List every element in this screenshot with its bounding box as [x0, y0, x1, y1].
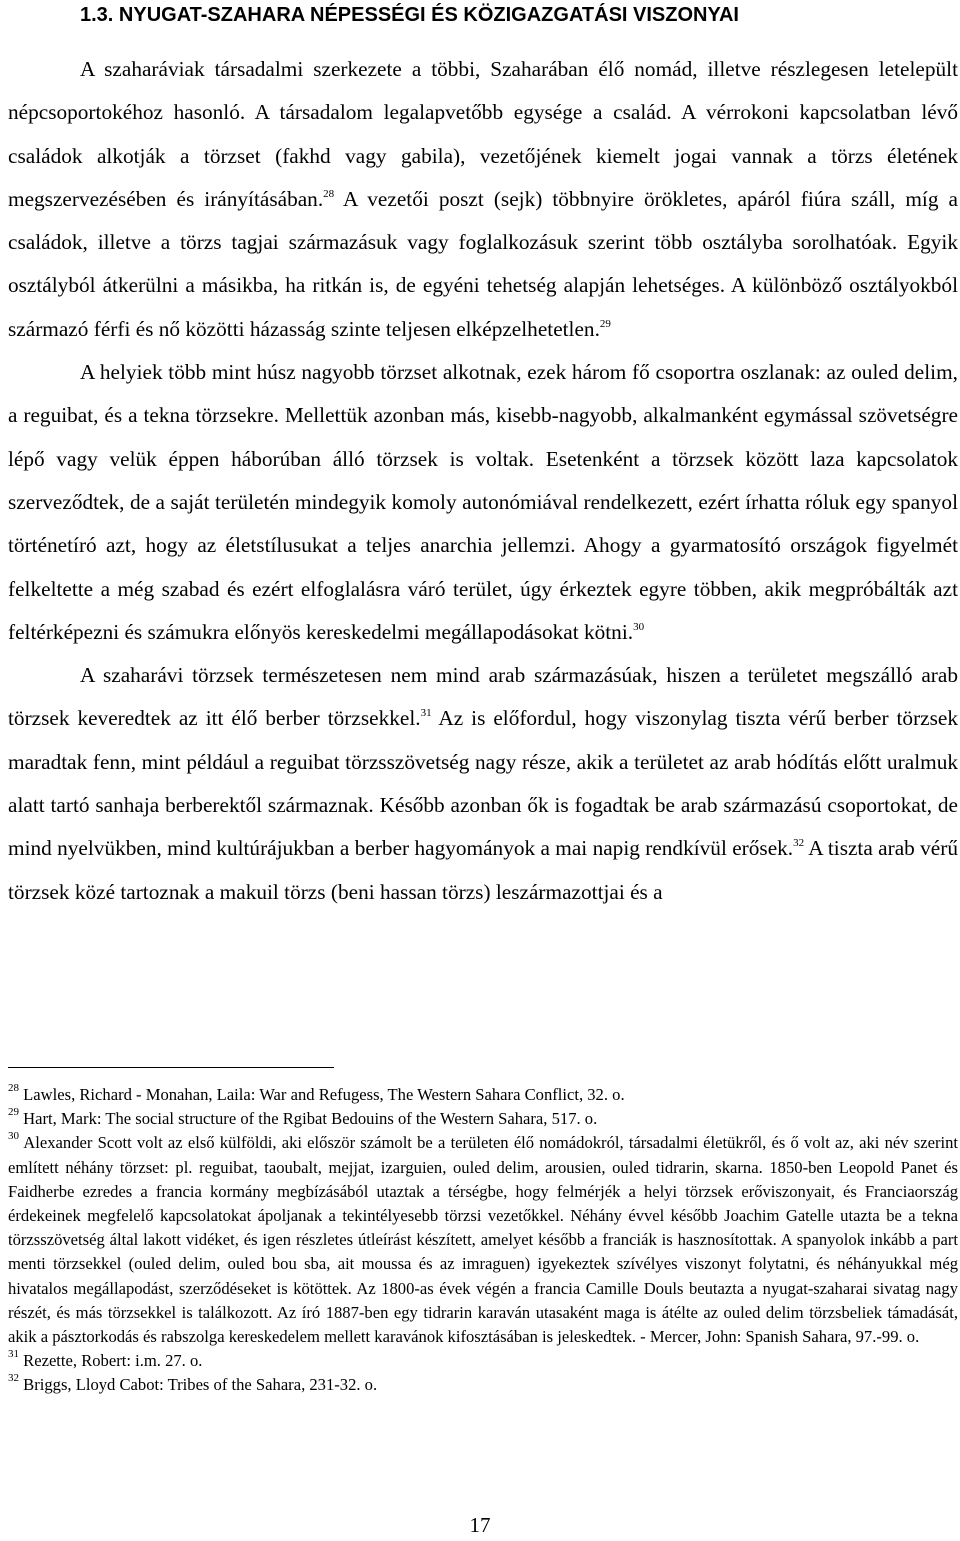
footnote-number: 31 — [8, 1348, 19, 1361]
section-heading: 1.3. NYUGAT-SZAHARA NÉPESSÉGI ÉS KÖZIGAZGATÁSI VISZONYAI — [80, 4, 739, 26]
paragraph-text: A helyiek több mint húsz nagyobb törzset alkotnak, ezek három fő csoportra oszlanak: az ouled delim, a reguibat, és a tekna törzsekre. Mellettük azonban más, kisebb-nagyobb, alkalmanként egymással szövetségre lépő vagy velük éppen háborúban álló törzsek is voltak. Esetenként a törzsek között laza kapcsolatok szerveződtek, de a saját területén mindegyik komoly autonómiával rendelkezett, ezért írhatta róluk egy spanyol történetíró azt, hogy az életstílusukat a teljes anarchia jellemzi. Ahogy a gyarmatosító országok figyelmét felkeltette a még szabad és ezért elfoglalásra váró terület, úgy érkeztek egyre többen, akik megpróbálták azt feltérképezni és számukra előnyös kereskedelmi megállapodásokat kötni. — [8, 360, 958, 644]
paragraph-text: A tiszta arab vérű törzsek közé tartoznak a makuil törzs (beni hassan törzs) leszármazottjai és a — [8, 836, 958, 904]
footnote-reference: 31 — [420, 707, 432, 720]
page-number: 17 — [469, 1513, 491, 1537]
paragraph-text: A szaharávi törzsek természetesen nem mind arab származásúak, hiszen a területet megszálló arab törzsek keveredtek az itt élő berber törzsekkel. — [8, 663, 958, 731]
footnote-text: Briggs, Lloyd Cabot: Tribes of the Sahara, 231-32. o. — [19, 1375, 378, 1395]
footnote — [8, 1349, 958, 1373]
footnotes — [8, 1083, 958, 1398]
footnote-number: 30 — [8, 1130, 19, 1143]
paragraph-text: A szaharáviak társadalmi szerkezete a többi, Szaharában élő nomád, illetve részlegesen letelepült népcsoportokéhoz hasonló. A társadalom legalapvetőbb egysége a család. A vérrokoni kapcsolatban lévő családok alkotják a törzset (fakhd vagy gabila), vezetőjének kiemelt jogai vannak a törzs életének megszervezésében és irányításában. — [8, 57, 958, 211]
footnote — [8, 1373, 958, 1397]
paragraph-text: Az is előfordul, hogy viszonylag tiszta vérű berber törzsek maradtak fenn, mint például a reguibat törzsszövetség nagy része, akik a területet az arab hódítás előtt uralmuk alatt tartó sanhaja berberektől származnak. Később azonban ők is fogadtak be arab származású csoportokat, de mind nyelvükben, mind kultúrájukban a berber hagyományok a mai napig rendkívül erősek. — [8, 706, 958, 861]
footnote-text: Rezette, Robert: i.m. 27. o. — [19, 1351, 203, 1371]
footnote-number: 28 — [8, 1082, 19, 1095]
body-text — [8, 48, 958, 914]
paragraph — [8, 654, 958, 914]
footnote-text: Alexander Scott volt az első külföldi, aki először számolt be a területen élő nomádokról, társadalmi életükről, és ő volt az, aki név szerint említett néhány törzset: pl. reguibat, taoubalt, mejjat, izarguien, ouled delim, arousien, ouled tidrarin, skarna. 1850-ben Leopold Panet és Faidherbe ezredes a francia kormány megbízásából utaztak a térségbe, hogy felmérjék a helyi törzsek erőviszonyait, és Franciaország érdekeinek megfelelő kapcsolatokat ápoljanak a tekintélyesebb törzsi vezetőkkel. Néhány évvel később Joachim Gatelle utazta be a tekna törzsszövetség által lakott vidéket, és igen részletes útleírást készített, amelyet később a franciák is hasznosítottak. A spanyolok inkább a part menti törzsekkel (ouled delim, ouled bou sba, ait moussa és az imraguen) igyekeztek szívélyes viszonyt folytatni, és néhányukkal még hivatalos megállapodást, szerződéseket is kötöttek. Az 1800-as évek végén a francia Camille Douls beutazta a nyugat-szaharai sivatag nagy részét, és más törzsekkel is találkozott. Az író 1887-ben egy tidrarin karaván utasaként maga is átélte az ouled delim törzsbeliek támadását, akik a pásztorkodás és rabszolga kereskedelem mellett karavánok kifosztásában is jeleskedtek. - Mercer, John: Spanish Sahara, 97.-99. o. — [8, 1133, 958, 1347]
paragraph — [8, 351, 958, 654]
footnote-number: 32 — [8, 1372, 19, 1385]
footnote-text: Hart, Mark: The social structure of the Rgibat Bedouins of the Western Sahara, 517. o. — [19, 1109, 598, 1129]
footnote-number: 29 — [8, 1106, 19, 1119]
footnote-separator — [8, 1067, 334, 1068]
paragraph-text: A vezetői poszt (sejk) többnyire örökletes, apáról fiúra száll, míg a családok, illetve a törzs tagjai származásuk vagy foglalkozásuk szerint több osztályba sorolhatóak. Egyik osztályból átkerülni a másikba, ha ritkán is, de egyéni tehetség alapján lehetséges. A különböző osztályokból származó férfi és nő közötti házasság szinte teljesen elképzelhetetlen. — [8, 186, 959, 341]
footnote-reference: 29 — [599, 317, 611, 330]
paragraph — [8, 48, 958, 351]
footnote-text: Lawles, Richard - Monahan, Laila: War and Refugess, The Western Sahara Conflict, 32. o. — [19, 1085, 625, 1104]
footnote-reference: 30 — [633, 621, 645, 634]
footnote-reference: 32 — [793, 837, 805, 850]
footnote-reference: 28 — [323, 188, 335, 201]
footnote — [8, 1083, 958, 1107]
footnote — [8, 1131, 958, 1349]
footnote — [8, 1107, 958, 1131]
